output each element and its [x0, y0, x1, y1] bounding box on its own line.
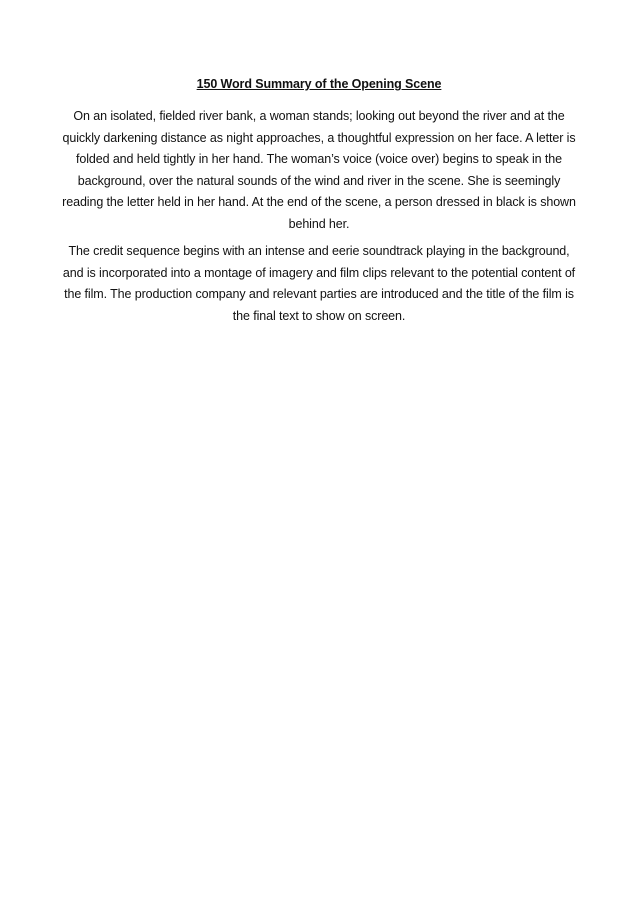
document-title: 150 Word Summary of the Opening Scene	[196, 77, 442, 91]
document-body	[60, 74, 578, 333]
paragraph-opening-scene: On an isolated, fielded river bank, a woman stands; looking out beyond the river and at the quickly darkening distance as night approaches, a thoughtful expression on her face. A letter is folded and held tightly in her hand. The woman’s voice (voice over) begins to speak in the background, over the natural sounds of the wind and river in the scene. She is seemingly reading the letter held in her hand. At the end of the scene, a person dressed in black is shown behind her.	[62, 109, 576, 231]
paragraph-credit-sequence: The credit sequence begins with an intense and eerie soundtrack playing in the background, and is incorporated into a montage of imagery and film clips relevant to the potential content of the film. The production company and relevant parties are introduced and the title of the film is the final text to show on screen.	[62, 244, 576, 323]
